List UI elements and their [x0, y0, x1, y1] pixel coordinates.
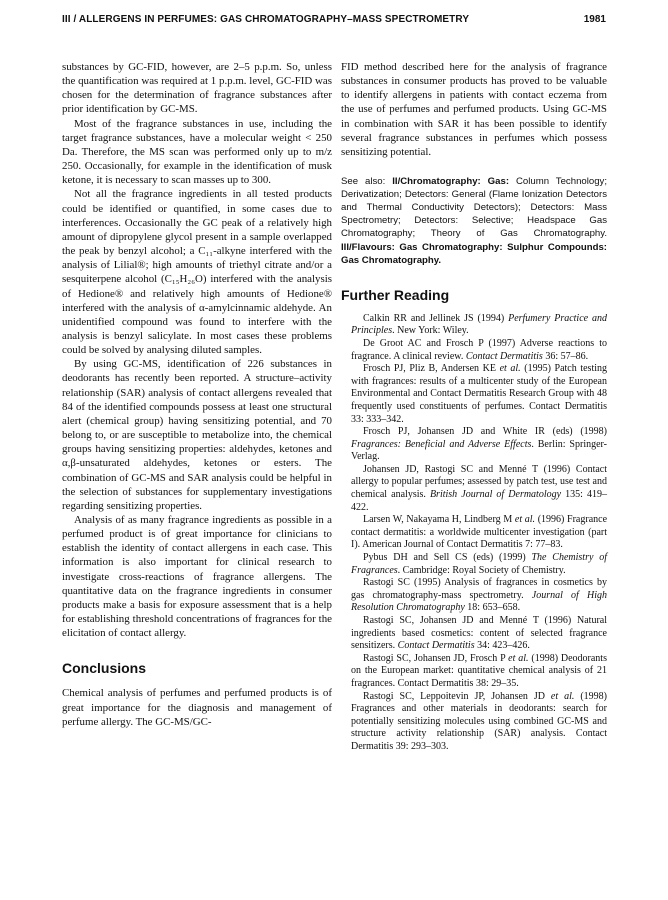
reference-item: De Groot AC and Frosch P (1997) Adverse reactions to fragrance. A clinical review. Contact Dermatitis 36: 57–86. — [351, 337, 607, 362]
running-header — [62, 14, 606, 25]
reference-item: Rastogi SC, Johansen JD, Frosch P et al. (1998) Deodorants on the European market: quantitative chemical analysis of 21 fragrances. Contact Dermatitis 38: 29–35. — [351, 652, 607, 689]
reference-list — [341, 313, 607, 754]
reference-item: Frosch PJ, Pliz B, Andersen KE et al. (1995) Patch testing with fragrances: results of a multicenter study of the European Environmental and Contact Dermatitis Research Group with 48 frequently used constituents of perfumes. Contact Dermatitis 33: 333–342. — [351, 363, 607, 425]
left-column — [62, 60, 332, 729]
paragraph: Analysis of as many fragrance ingredients as possible in a perfumed product is of great importance for clinicians to establish the identity of contact allergens in each case. This information is also important for clinical research to investigate cross-reactions of fragrance allergens. The quantitative data on the fragrance ingredients in consumer products make a basis for exposure assessment that is a help for establishing threshold concentrations of fragrances for the elicitation of contact allergy. — [62, 514, 332, 640]
paragraph: substances by GC-FID, however, are 2–5 p.p.m. So, unless the quantification was required at 1 p.p.m. level, GC-FID was chosen for the determination of fragrance substances after prior identification by GC-MS. — [62, 61, 332, 116]
reference-item: Rastogi SC, Johansen JD and Menné T (1996) Natural ingredients based cosmetics: content of selected fragrance sensitizers. Contact Dermatitis 34: 423–426. — [351, 615, 607, 652]
paragraph: By using GC-MS, identification of 226 substances in deodorants has recently been reported. A structure–activity relationship (SAR) analysis of contact allergens revealed that 84 of the identified compounds possess at least one structural alert (chemical group) having sensitizing potential, and 70 belong to, or are susceptible to metabolize into, the chemical groups having sensitizing properties: aldehydes, ketones and α,β-unsaturated aldehydes, ketones or esters. The combination of GC-MS and SAR analysis could be helpful in the selection of substances for supplementary investigations regarding sensitizing properties. — [62, 358, 332, 512]
see-also-intro: See also: — [341, 176, 393, 188]
page-number: 1981 — [583, 14, 606, 25]
see-also-text: Column Technology; Derivatization; Detectors: General (Flame Ionization Detectors and Thermal Conductivity Detectors); Detectors: Mass Spectrometry; Detectors: Selective; Headspace Gas Chromatography; Theory of Gas Chromatography. — [341, 176, 608, 240]
see-also-link[interactable]: II/Chromatography: Gas: — [392, 176, 510, 188]
reference-item: Rastogi SC (1995) Analysis of fragrances in cosmetics by gas chromatography-mass spectrometry. Journal of High Resolution Chromatography 18: 653–658. — [351, 577, 607, 614]
reference-item: Larsen W, Nakayama H, Lindberg M et al. (1996) Fragrance contact dermatitis: a worldwide multicenter investigation (part I). American Journal of Contact Dermatitis 7: 77–83. — [351, 514, 608, 551]
reference-item: Calkin RR and Jellinek JS (1994) Perfumery Practice and Principles. New York: Wiley. — [351, 312, 607, 337]
paragraph: Not all the fragrance ingredients in all tested products could be identified or quantified, in some cases due to interferences. Occasionally the GC peak of a relatively high amount of dipropylene glycol present in a sample overlapped the peak by benzyl alcohol; a C₁₁-alkyne interfered with the analysis of Lilial®; high amounts of triethyl citrate and/or a sesquiterpene alcohol (C₁₅H₂₆O) interfered with the analysis of Hedione® and relatively high amounts of Hedione® interfered with the analysis of α-amylcinnamic aldehyde. An unidentified compound was found to interfere with the analysis is benzyl salicylate. In most cases these problems could be solved by analysing diluted samples. — [62, 188, 332, 357]
reference-item: Frosch PJ, Johansen JD and White IR (eds) (1998) Fragrances: Beneficial and Adverse Effects. Berlin: Springer-Verlag. — [351, 426, 607, 463]
conclusions-heading: Conclusions — [62, 660, 147, 677]
conclusions-paragraph: Chemical analysis of perfumes and perfumed products is of great importance for the diagnosis and management of perfume allergy. The GC-MS/GC- — [62, 687, 332, 728]
reference-item: Rastogi SC, Leppoitevin JP, Johansen JD et al. (1998) Fragrances and other materials in deodorants: search for potentially sensitizing molecules using combined GC-MS and structure activity relationship (SAR) analysis. Contact Dermatitis 39: 293–303. — [351, 690, 607, 752]
running-header-title: III / ALLERGENS IN PERFUMES: GAS CHROMATOGRAPHY–MASS SPECTROMETRY — [62, 14, 470, 25]
paragraph: FID method described here for the analysis of fragrance substances in consumer products has proved to be valuable to identify allergens in patients with contact eczema from the use of perfumes and perfumed products. Using GC-MS in combination with SAR it has been possible to identify several fragrance substances in perfumes which possess sensitizing potential. — [341, 61, 607, 158]
see-also — [341, 175, 607, 267]
reference-item: Johansen JD, Rastogi SC and Menné T (1996) Contact allergy to popular perfumes; assessed by patch test, use test and chemical analysis. British Journal of Dermatology 135: 419–422. — [351, 463, 607, 513]
right-column — [341, 60, 607, 754]
further-reading-heading: Further Reading — [341, 286, 450, 303]
paragraph: Most of the fragrance substances in use, including the target fragrance substances, have a molecular weight < 250 Da. Therefore, the MS scan was performed only up to m/z 250. Occasionally, for example in the identification of musk ketone, it is necessary to scan masses up to 300. — [62, 117, 332, 187]
reference-item: Pybus DH and Sell CS (eds) (1999) The Chemistry of Fragrances. Cambridge: Royal Society of Chemistry. — [351, 552, 607, 576]
see-also-link[interactable]: III/Flavours: Gas Chromatography: Sulphur Compounds: Gas Chromatography. — [341, 241, 607, 266]
